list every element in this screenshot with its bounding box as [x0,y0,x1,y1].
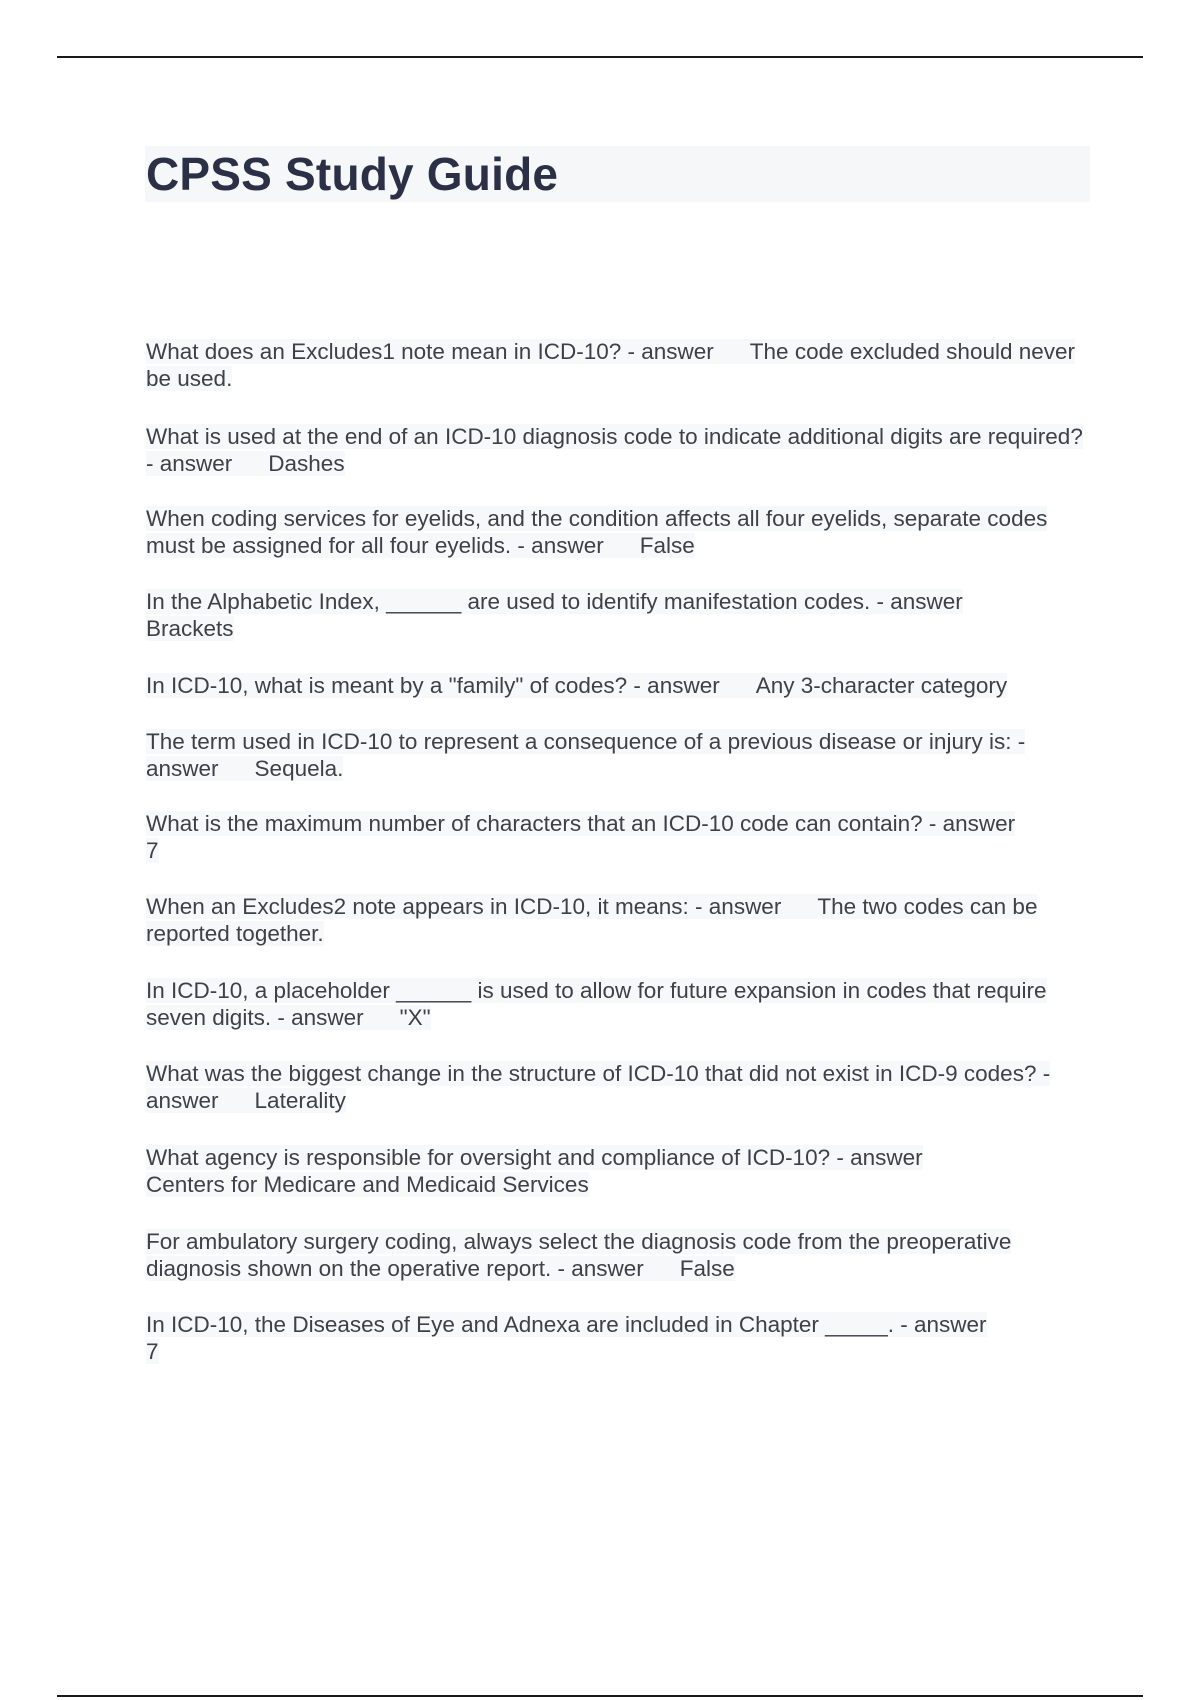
answer-text: False [679,1256,735,1281]
answer-text: Brackets [146,616,234,641]
qa-item [146,588,1091,642]
answer-text: 7 [146,838,159,863]
answer-text: Dashes [268,451,345,476]
qa-item [146,338,1091,392]
question-text: What is the maximum number of characters that an ICD-10 code can contain? - answer [146,811,1016,836]
question-text: In ICD-10, what is meant by a "family" of codes? - answer [146,673,720,698]
document-title: CPSS Study Guide [146,148,559,200]
qa-item [146,810,1091,864]
qa-item [146,1144,1091,1198]
answer-text: Centers for Medicare and Medicaid Services [146,1172,589,1197]
answer-text: Any 3-character category [755,673,1008,698]
question-text: In the Alphabetic Index, ______ are used to identify manifestation codes. - answer [146,589,963,614]
question-text: What was the biggest change in the structure of ICD-10 that did not exist in ICD-9 codes? - answer [146,1061,1051,1113]
question-text: What is used at the end of an ICD-10 diagnosis code to indicate additional digits are required? - answer [146,424,1083,476]
question-text: What agency is responsible for oversight and compliance of ICD-10? - answer [146,1145,923,1170]
qa-item [146,893,1091,947]
top-rule [57,56,1143,58]
qa-item [146,505,1091,559]
question-text: When an Excludes2 note appears in ICD-10, it means: - answer [146,894,782,919]
qa-item [146,1060,1091,1114]
question-text: The term used in ICD-10 to represent a consequence of a previous disease or injury is: - answer [146,729,1026,781]
answer-text: "X" [399,1005,431,1030]
answer-text: The code excluded should never be used. [146,339,1076,391]
question-text: In ICD-10, a placeholder ______ is used to allow for future expansion in codes that require seven digits. - answer [146,978,1047,1030]
answer-text: False [639,533,695,558]
question-text: What does an Excludes1 note mean in ICD-10? - answer [146,339,714,364]
qa-item [146,728,1091,782]
answer-text: Laterality [254,1088,346,1113]
qa-item [146,977,1091,1031]
qa-item [146,672,1091,699]
bottom-rule [57,1695,1143,1697]
qa-item [146,1228,1091,1282]
answer-text: The two codes can be reported together. [146,894,1038,946]
question-text: When coding services for eyelids, and the condition affects all four eyelids, separate codes must be assigned for all four eyelids. - answer [146,506,1048,558]
qa-item [146,1311,1091,1365]
answer-text: Sequela. [254,756,344,781]
question-text: For ambulatory surgery coding, always select the diagnosis code from the preoperative diagnosis shown on the operative report. - answer [146,1229,1012,1281]
qa-item [146,423,1091,477]
answer-text: 7 [146,1339,159,1364]
qa-list [146,338,1091,1365]
question-text: In ICD-10, the Diseases of Eye and Adnexa are included in Chapter _____. - answer [146,1312,987,1337]
